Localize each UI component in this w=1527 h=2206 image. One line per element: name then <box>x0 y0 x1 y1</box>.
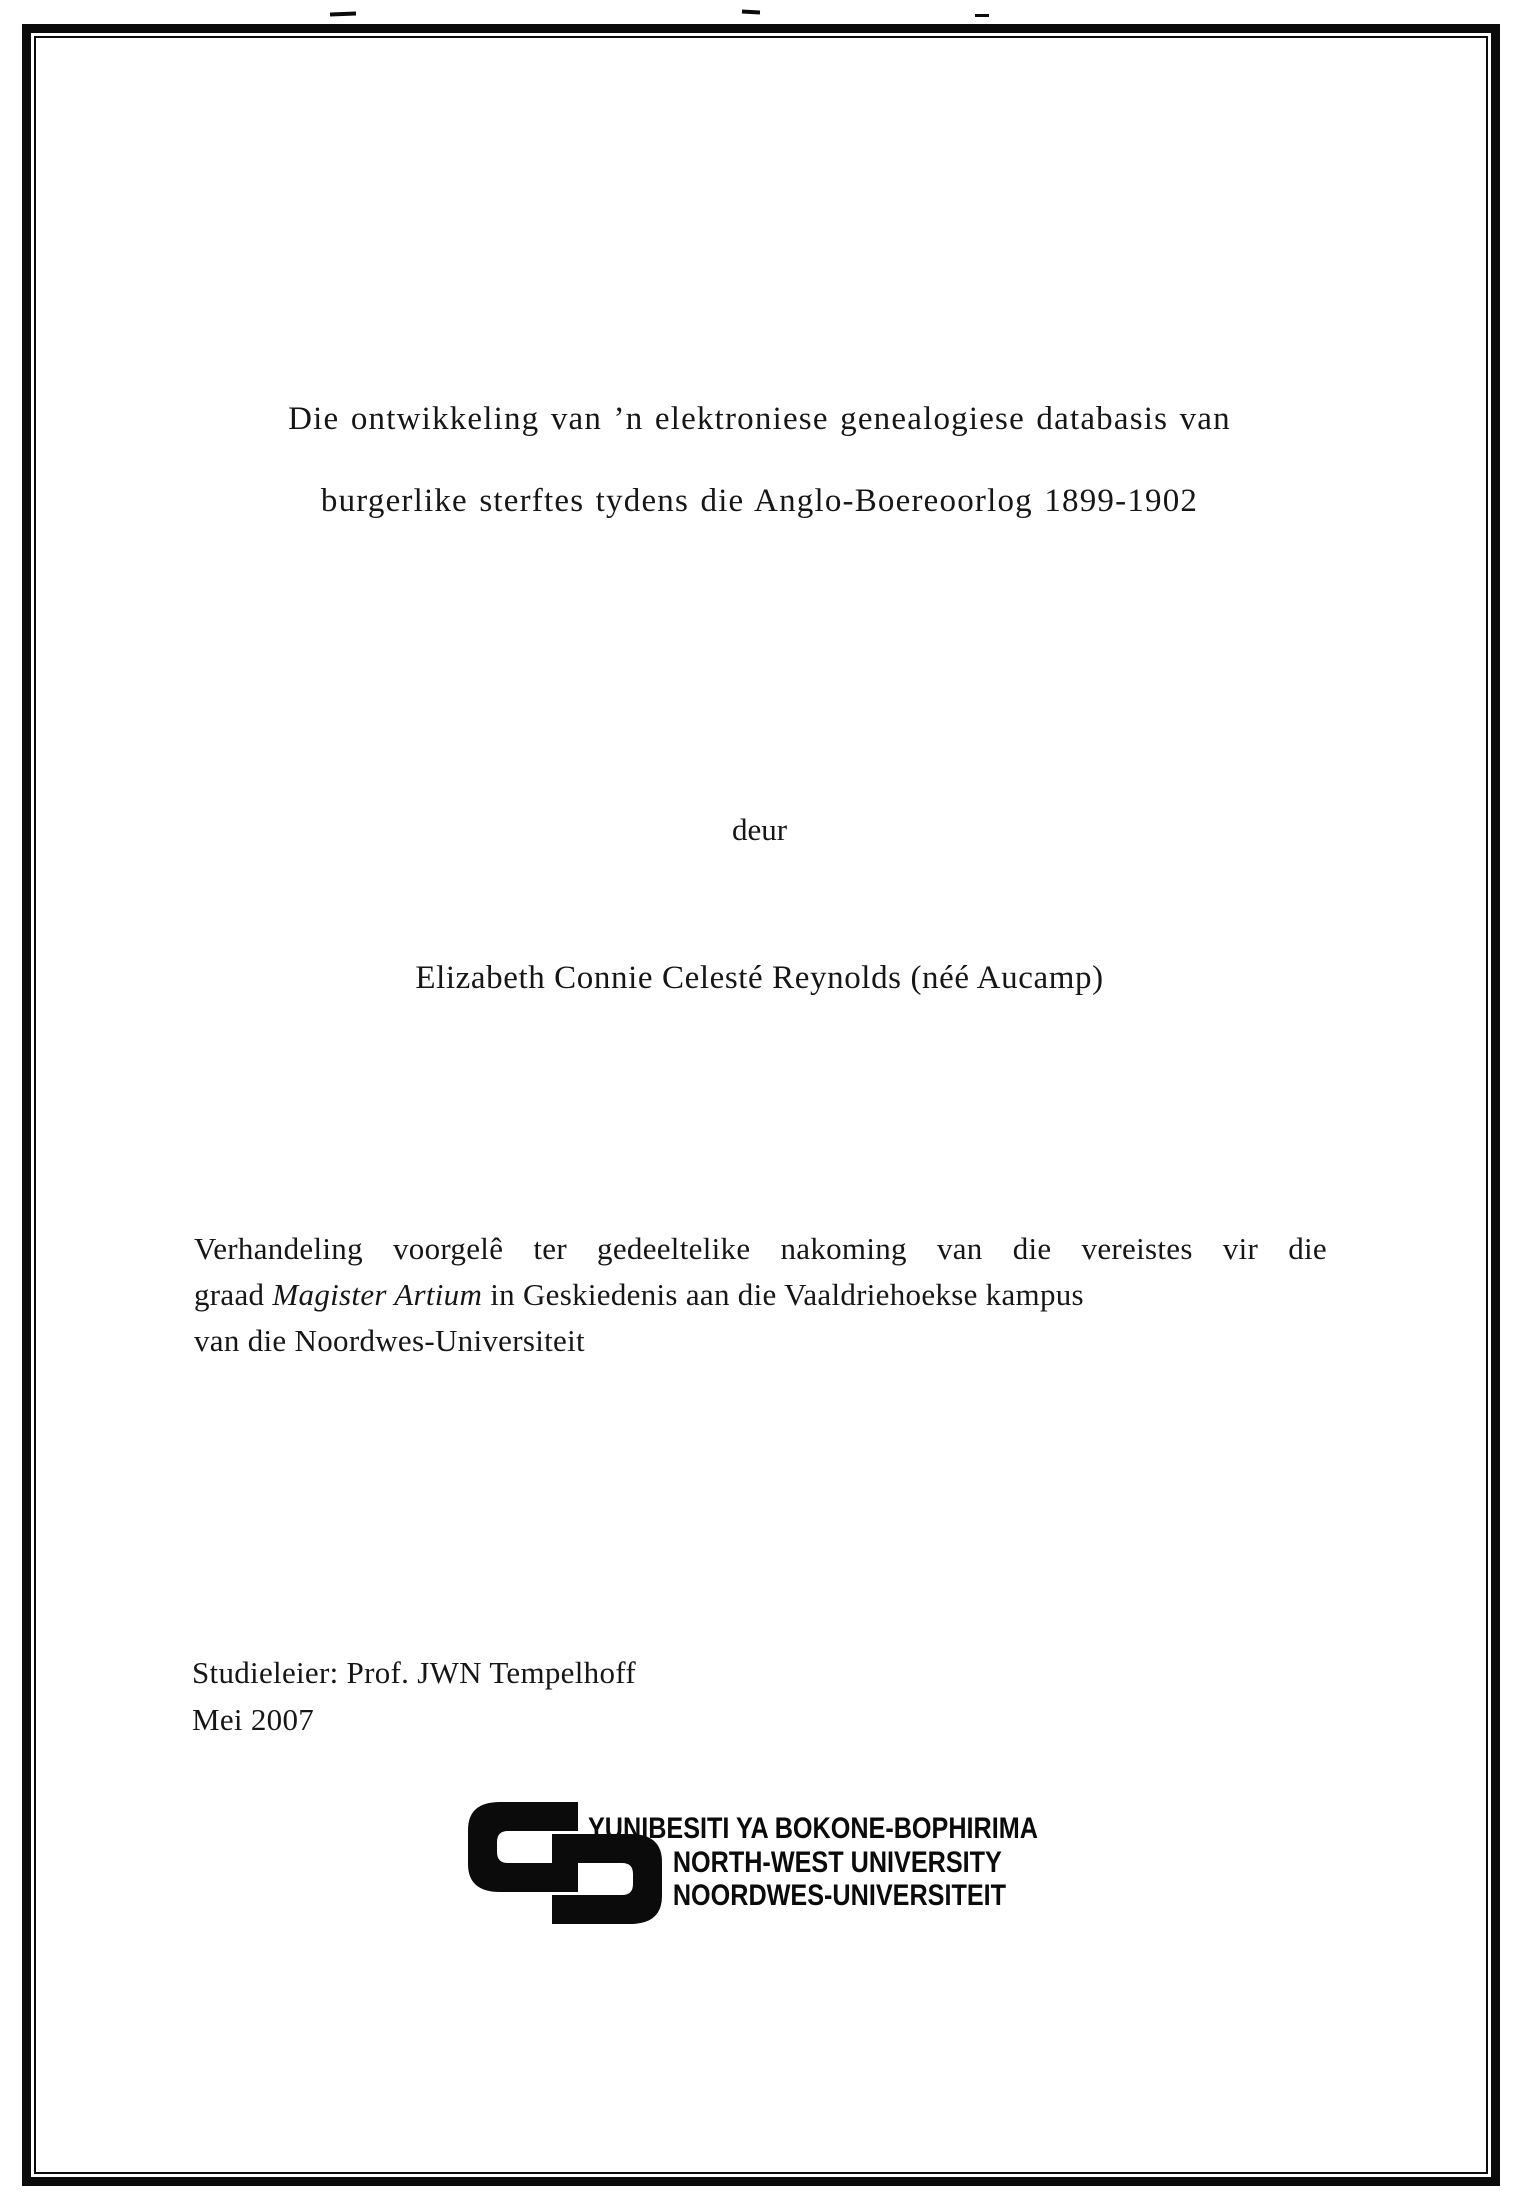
degree-name-italic: Magister Artium <box>272 1277 483 1312</box>
thesis-title-line-1: Die ontwikkeling van ’n elektroniese genealogiese databasis van <box>288 401 1231 437</box>
statement-line-2 <box>194 1272 1327 1318</box>
university-name-setswana: YUNIBESITI YA BOKONE-BOPHIRIMA <box>588 1812 1038 1845</box>
thesis-title-line-2: burgerlike sterftes tydens die Anglo-Boereoorlog 1899-1902 <box>320 483 1199 519</box>
scan-artifact <box>742 10 760 15</box>
university-wordmark <box>588 1812 1038 1913</box>
supervisor-block <box>192 1649 636 1743</box>
statement-line-2-prefix: graad <box>194 1277 273 1312</box>
university-name-english: NORTH-WEST UNIVERSITY <box>672 1845 1002 1879</box>
university-name-afrikaans: NOORDWES-UNIVERSITEIT <box>672 1879 1007 1912</box>
scan-artifact <box>330 12 356 17</box>
nwu-logo <box>468 1800 1108 1940</box>
scan-artifact <box>975 14 989 17</box>
statement-line-3: van die Noordwes-Universiteit <box>194 1323 585 1358</box>
statement-line-1: Verhandeling voorgelê ter gedeeltelike nakoming van die vereistes vir die <box>194 1231 1327 1266</box>
degree-statement <box>194 1226 1327 1364</box>
byline-deur: deur <box>731 812 788 847</box>
statement-line-2-suffix: in Geskiedenis aan die Vaaldriehoekse kampus <box>482 1277 1084 1312</box>
date-line: Mei 2007 <box>192 1702 315 1737</box>
supervisor-line: Studieleier: Prof. JWN Tempelhoff <box>192 1655 636 1690</box>
author-name: Elizabeth Connie Celesté Reynolds (néé Aucamp) <box>415 960 1104 996</box>
